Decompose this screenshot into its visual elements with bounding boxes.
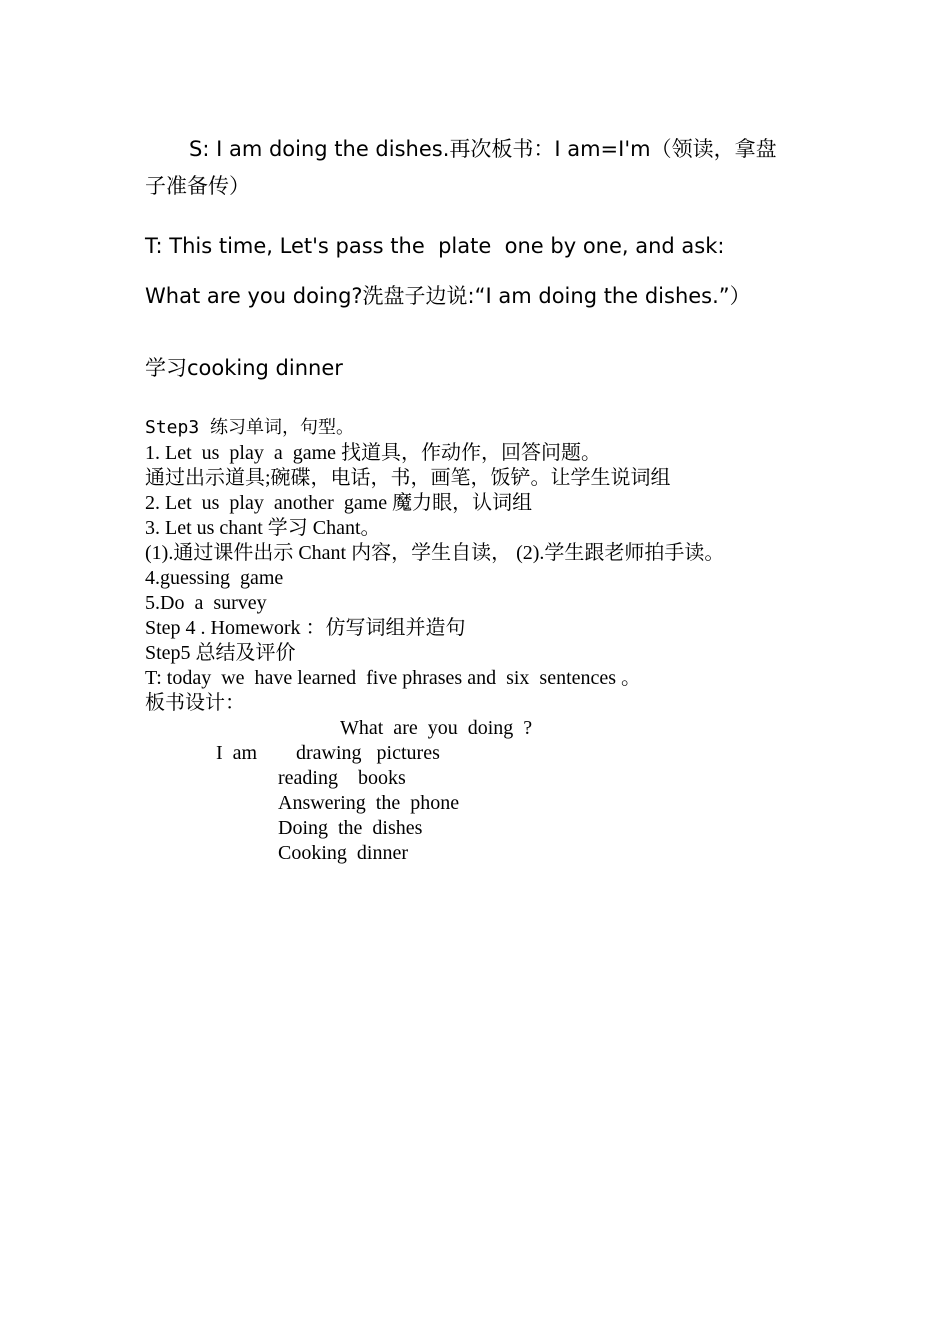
dialogue-line-question: What are you doing?洗盘子边说:“I am doing the dishes.”） bbox=[145, 284, 751, 308]
board-design-heading: 板书设计： bbox=[145, 692, 245, 714]
board-subject: I am bbox=[216, 742, 258, 764]
dialogue-line-student: S: I am doing the dishes.再次板书：I am=I'm（领读，拿盘 bbox=[189, 137, 777, 161]
step5-summary-heading: Step5 总结及评价 bbox=[145, 642, 296, 664]
step3-item-1-description: 通过出示道具;碗碟，电话，书，画笔，饭铲。让学生说词组 bbox=[145, 467, 671, 489]
dialogue-line-continuation: 子准备传） bbox=[145, 174, 250, 198]
step3-item-2: 2. Let us play another game 魔力眼，认词组 bbox=[145, 492, 533, 514]
board-question: What are you doing ? bbox=[340, 717, 533, 739]
board-phrase: reading books bbox=[278, 767, 406, 789]
step3-item-4: 4.guessing game bbox=[145, 567, 284, 589]
board-phrase: drawing pictures bbox=[296, 742, 440, 764]
board-phrase: Answering the phone bbox=[278, 792, 460, 814]
section-heading-cooking-dinner: 学习cooking dinner bbox=[145, 356, 343, 380]
step3-item-3-description: (1).通过课件出示 Chant 内容，学生自读， (2).学生跟老师拍手读。 bbox=[145, 542, 725, 564]
summary-sentence: T: today we have learned five phrases and six sentences 。 bbox=[145, 667, 642, 689]
step4-homework: Step 4 . Homework ：仿写词组并造句 bbox=[145, 617, 466, 639]
step3-item-3: 3. Let us chant 学习 Chant。 bbox=[145, 517, 381, 539]
board-phrase: Doing the dishes bbox=[278, 817, 423, 839]
dialogue-line-teacher: T: This time, Let's pass the plate one by one, and ask: bbox=[145, 234, 725, 258]
board-phrase: Cooking dinner bbox=[278, 842, 408, 864]
step3-item-5: 5.Do a survey bbox=[145, 592, 267, 614]
step3-item-1: 1. Let us play a game 找道具，作动作，回答问题。 bbox=[145, 442, 602, 464]
step3-heading: Step3 练习单词，句型。 bbox=[145, 417, 355, 438]
